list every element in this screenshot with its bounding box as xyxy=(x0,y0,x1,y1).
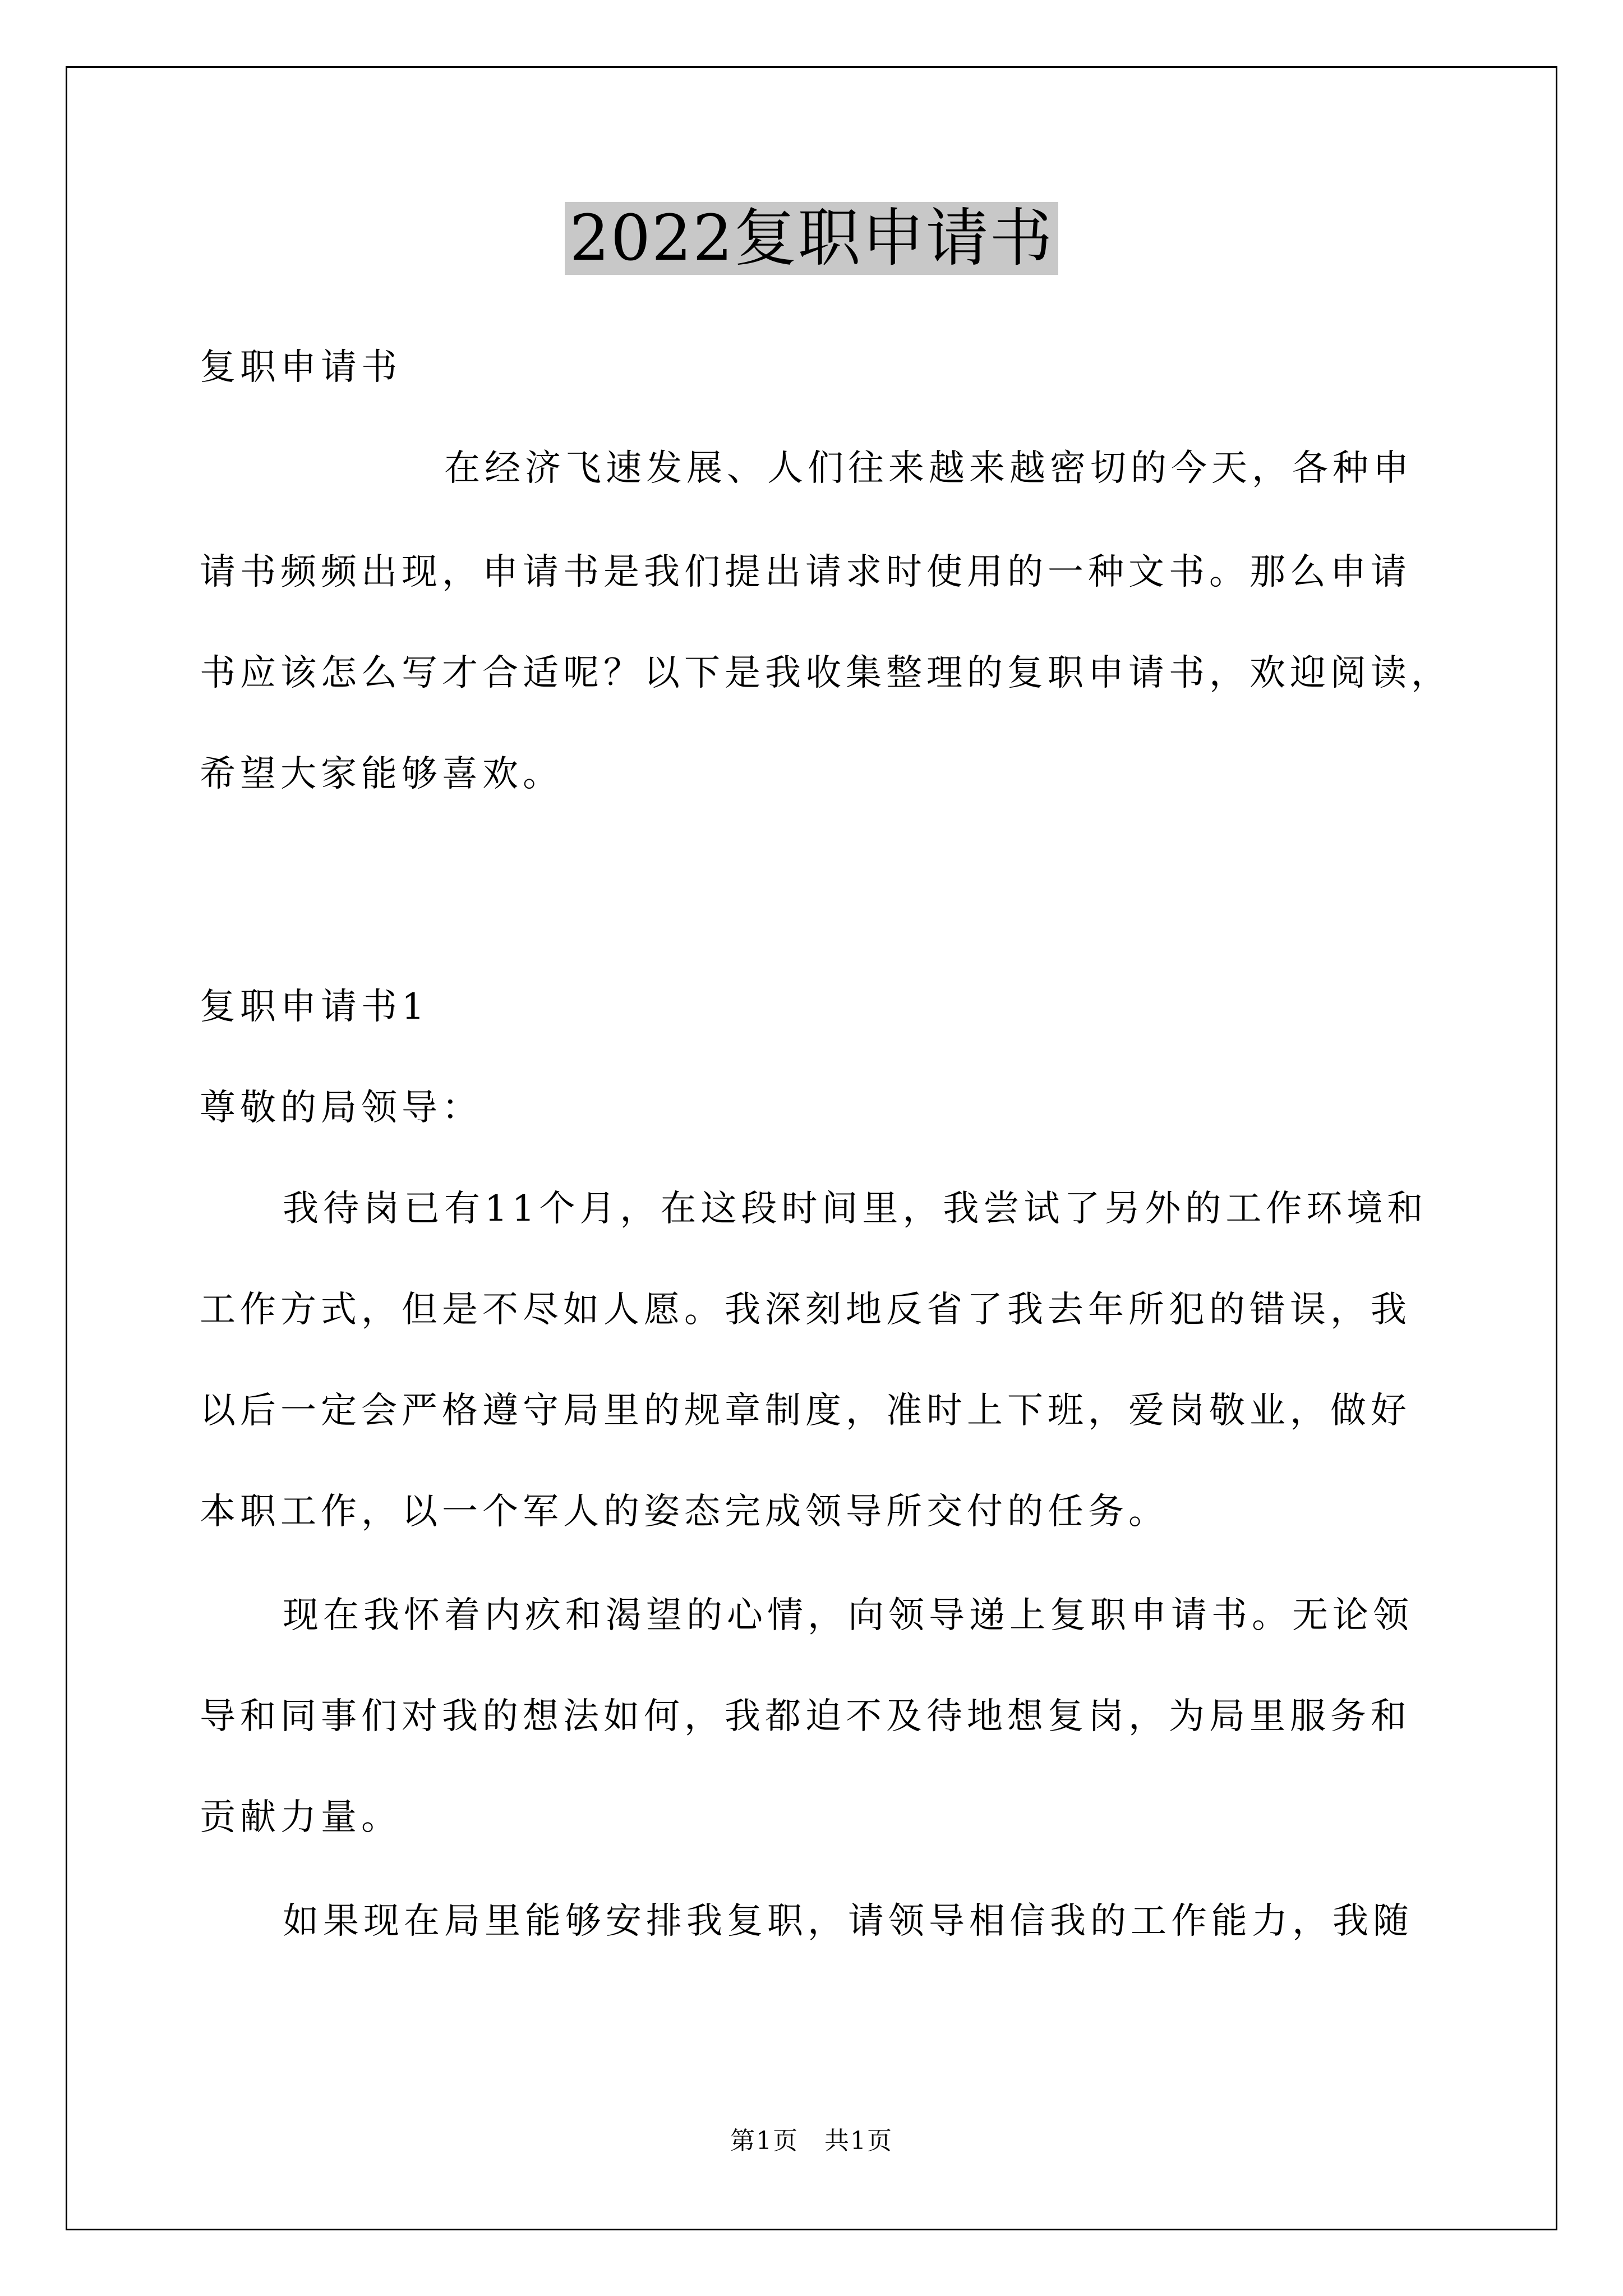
para1-line-2: 工作方式，但是不尽如人愿。我深刻地反省了我去年所犯的错误，我 xyxy=(200,1289,1411,1331)
heading: 复职申请书 xyxy=(200,347,402,388)
intro-line-3: 书应该怎么写才合适呢？以下是我收集整理的复职申请书，欢迎阅读， xyxy=(200,652,1451,694)
para3-line-1: 如果现在局里能够安排我复职，请领导相信我的工作能力，我随 xyxy=(283,1901,1413,1942)
salutation: 尊敬的局领导： xyxy=(200,1087,482,1129)
intro-line-4: 希望大家能够喜欢。 xyxy=(200,753,563,795)
intro-line-1: 在经济飞速发展、人们往来越来越密切的今天，各种申 xyxy=(444,448,1413,489)
document-title: 2022复职申请书 xyxy=(565,202,1058,275)
para1-line-3: 以后一定会严格遵守局里的规章制度，准时上下班，爱岗敬业，做好 xyxy=(200,1390,1411,1432)
para1-line-4: 本职工作，以一个军人的姿态完成领导所交付的任务。 xyxy=(200,1491,1169,1533)
para1-line-1: 我待岗已有11个月，在这段时间里，我尝试了另外的工作环境和 xyxy=(283,1188,1428,1230)
title-container xyxy=(0,202,1623,275)
section-title: 复职申请书1 xyxy=(200,986,429,1028)
para2-line-3: 贡献力量。 xyxy=(200,1797,402,1838)
para2-line-2: 导和同事们对我的想法如何，我都迫不及待地想复岗，为局里服务和 xyxy=(200,1696,1411,1737)
intro-line-2: 请书频频出现，申请书是我们提出请求时使用的一种文书。那么申请 xyxy=(200,551,1411,593)
para2-line-1: 现在我怀着内疚和渴望的心情，向领导递上复职申请书。无论领 xyxy=(283,1595,1413,1636)
page-number: 第1页 共1页 xyxy=(730,2127,893,2155)
